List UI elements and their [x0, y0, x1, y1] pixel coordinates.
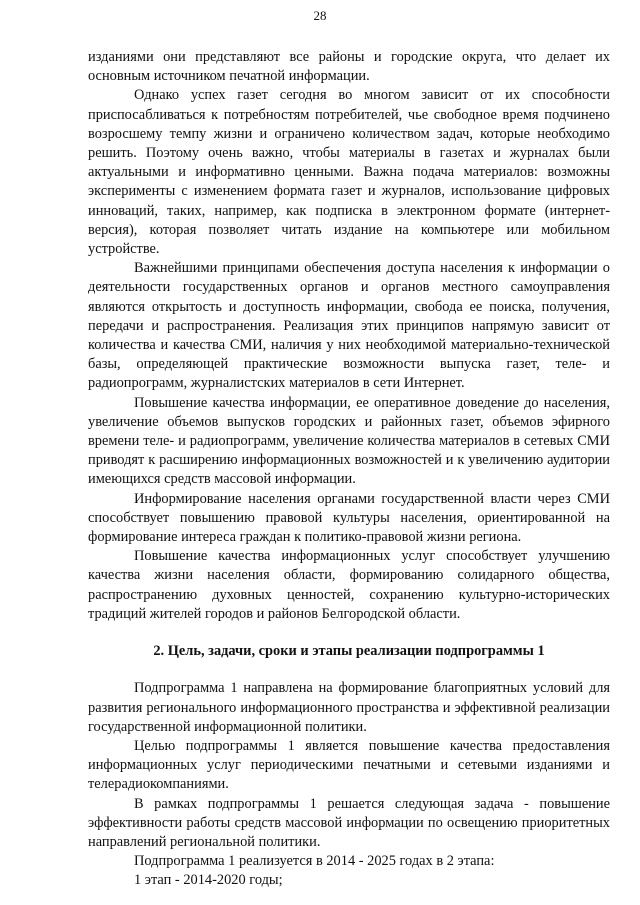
paragraph: В рамках подпрограммы 1 решается следующая задача - повышение эффективности работы средств массовой информации по освещению приоритетных направлений региональной политики. [88, 795, 610, 850]
paragraph: Подпрограмма 1 направлена на формирование благоприятных условий для развития регионального информационного пространства и эффективной реализации государственной информационной политики. [88, 680, 610, 735]
paragraph: Важнейшими принципами обеспечения доступа населения к информации о деятельности государственных органов и органов местного самоуправления являются открытость и доступность информации, свобода ее поиска, получения, передачи и распространения. Реализация этих принципов напрямую зависит от количества и качества СМИ, наличия у них необходимой материально-технической базы, определяющей практические возможности выпуска газет, теле- и радиопрограмм, журналистских материалов в сети Интернет. [88, 260, 610, 392]
paragraph: 1 этап - 2014-2020 годы; [134, 872, 283, 889]
paragraph: Повышение качества информации, ее оперативное доведение до населения, увеличение объемов выпусков городских и районных газет, объемов эфирного времени теле- и радиопрограмм, увеличение количества материалов в сетевых СМИ приводят к расширению информационных возможностей и к увеличению аудитории имеющихся средств массовой информации. [88, 394, 610, 488]
document-body [88, 48, 610, 891]
paragraph: Повышение качества информационных услуг способствует улучшению качества жизни населения области, формированию солидарного общества, распространению духовных ценностей, сохранению культурно-исторических традиций жителей городов и районов Белгородской области. [88, 548, 610, 622]
paragraph: Однако успех газет сегодня во многом зависит от их способности приспосабливаться к потребностям потребителей, чье свободное время подчинено возросшему темпу жизни и ограничено количеством задач, которые необходимо решить. Поэтому очень важно, чтобы материалы в газетах и журналах были актуальными и информативно ценными. Важна подача материалов: возможны эксперименты с изменением формата газет и журналов, использование цифровых инноваций, таких, например, как подписка в электронном формате (интернет-версия), которая позволяет читать издание на компьютере или мобильном устройстве. [88, 87, 610, 258]
page-number: 28 [313, 8, 327, 23]
paragraph: Целью подпрограммы 1 является повышение качества предоставления информационных услуг периодическими печатными и сетевыми изданиями и телерадиокомпаниями. [88, 737, 610, 793]
paragraph: изданиями они представляют все районы и городские округа, что делает их основным источником печатной информации. [88, 49, 610, 85]
section-heading: 2. Цель, задачи, сроки и этапы реализации подпрограммы 1 [153, 643, 545, 660]
paragraph: Подпрограмма 1 реализуется в 2014 - 2025 годах в 2 этапа: [134, 853, 495, 870]
paragraph: Информирование населения органами государственной власти через СМИ способствует повышению правовой культуры населения, ориентированной на формирование интереса граждан к политико-правовой жизни региона. [88, 490, 610, 546]
